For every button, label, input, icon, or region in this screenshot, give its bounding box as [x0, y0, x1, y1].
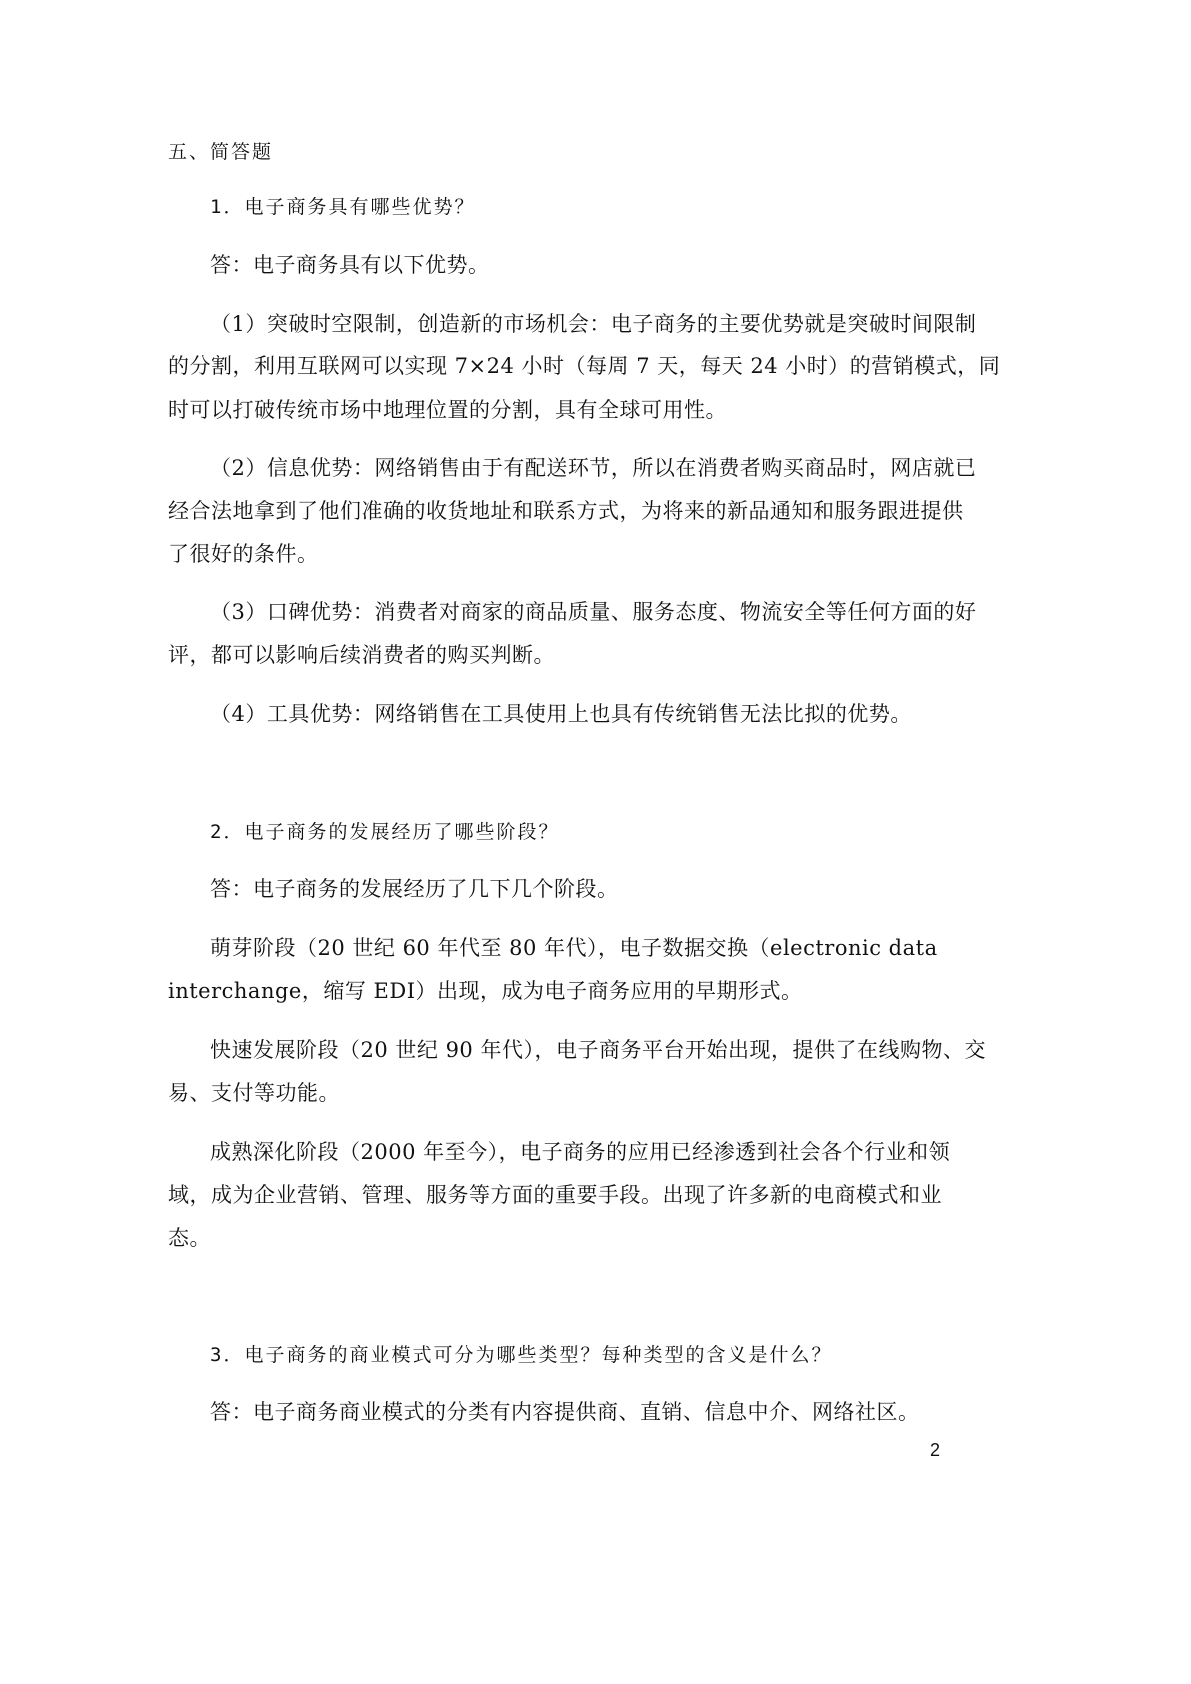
q2-stage1-line1: 萌芽阶段（20 世纪 60 年代至 80 年代），电子数据交换（electronic data [210, 936, 938, 960]
q1-point2-line2: 经合法地拿到了他们准确的收货地址和联系方式，为将来的新品通知和服务跟进提供 [168, 499, 964, 523]
q1-point2-line1: （2）信息优势：网络销售由于有配送环节，所以在消费者购买商品时，网店就已 [210, 456, 977, 480]
question-2: 2．电子商务的发展经历了哪些阶段？ [210, 821, 560, 843]
question-3: 3．电子商务的商业模式可分为哪些类型？每种类型的含义是什么？ [210, 1344, 833, 1366]
q3-answer-intro: 答：电子商务商业模式的分类有内容提供商、直销、信息中介、网络社区。 [210, 1400, 920, 1424]
q1-point3-line1: （3）口碑优势：消费者对商家的商品质量、服务态度、物流安全等任何方面的好 [210, 600, 977, 624]
q1-point1-line1: （1）突破时空限制，创造新的市场机会：电子商务的主要优势就是突破时间限制 [210, 312, 977, 336]
q1-point1-line3: 时可以打破传统市场中地理位置的分割，具有全球可用性。 [168, 398, 727, 422]
section-title: 五、简答题 [168, 141, 274, 163]
q2-stage3-line3: 态。 [168, 1226, 211, 1250]
q2-stage1-line2: interchange，缩写 EDI）出现，成为电子商务应用的早期形式。 [168, 979, 803, 1003]
q1-answer-intro: 答：电子商务具有以下优势。 [210, 253, 490, 277]
q2-stage3-line1: 成熟深化阶段（2000 年至今），电子商务的应用已经渗透到社会各个行业和领 [210, 1140, 951, 1164]
q2-stage2-line2: 易、支付等功能。 [168, 1081, 340, 1105]
q2-answer-intro: 答：电子商务的发展经历了几下几个阶段。 [210, 877, 619, 901]
q1-point4-line1: （4）工具优势：网络销售在工具使用上也具有传统销售无法比拟的优势。 [210, 702, 912, 726]
q1-point1-line2: 的分割，利用互联网可以实现 7×24 小时（每周 7 天，每天 24 小时）的营销模式，同 [168, 354, 1001, 378]
q2-stage2-line1: 快速发展阶段（20 世纪 90 年代），电子商务平台开始出现，提供了在线购物、交 [210, 1038, 986, 1062]
q1-point2-line3: 了很好的条件。 [168, 542, 319, 566]
question-1: 1．电子商务具有哪些优势？ [210, 196, 476, 218]
page-number: 2 [930, 1440, 941, 1460]
q1-point3-line2: 评，都可以影响后续消费者的购买判断。 [168, 643, 555, 667]
q2-stage3-line2: 域，成为企业营销、管理、服务等方面的重要手段。出现了许多新的电商模式和业 [168, 1183, 942, 1207]
